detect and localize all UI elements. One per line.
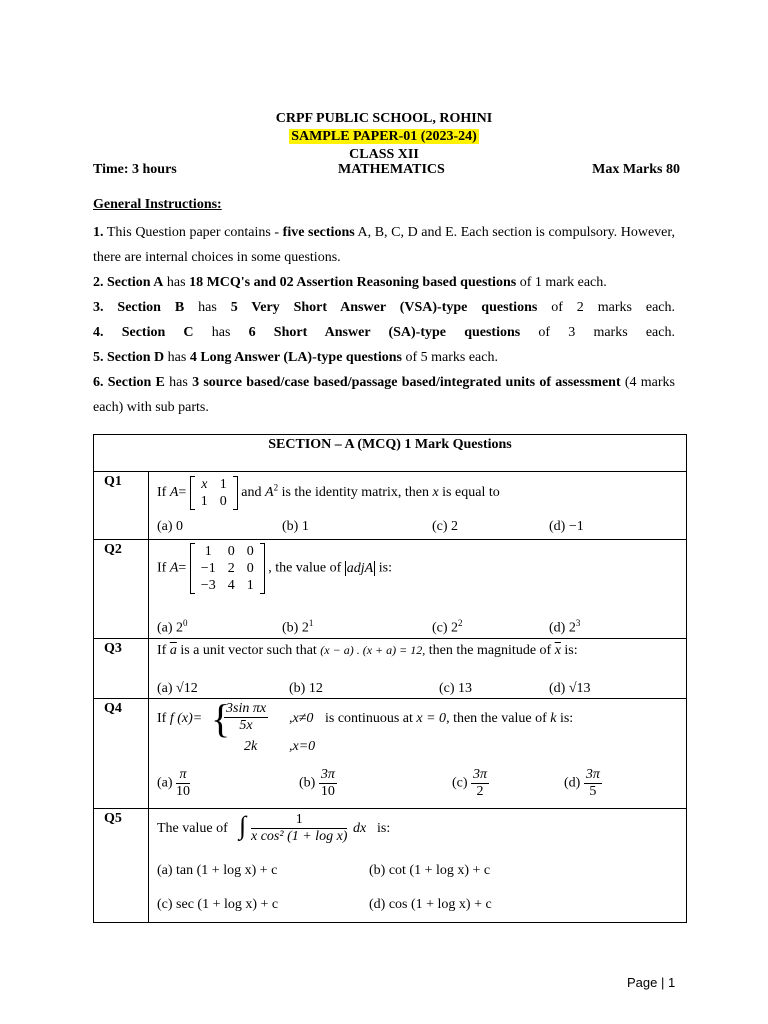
q4-option-a: (a) $\frac{\pi}{10}$ bbox=[157, 767, 191, 799]
q5-option-d: (d) cos (1 + log x) + c bbox=[369, 897, 492, 912]
q4-cell: If f (x)= { $\frac{\text{3sin πx}}{5x}$ ,x≠0 2k ,x=0 is continuous at x = 0, then the value of k is: (a) $\frac{\pi}{10}$ (b) $\frac{3\pi}{10}$ (c) $\frac{3\pi}{2}$ (d) $\frac{3\pi}{5}$ bbox=[149, 699, 687, 809]
q4-number: Q4 bbox=[94, 699, 149, 809]
q1-option-a: (a) 0 bbox=[157, 519, 184, 534]
instruction-2: 2. Section A has 18 MCQ's and 02 Assertion Reasoning based questions of 1 mark each. bbox=[93, 275, 607, 290]
q3-option-d: (d) √13 bbox=[549, 681, 591, 696]
paper-title: SAMPLE PAPER-01 (2023-24) bbox=[291, 129, 477, 144]
q1-matrix: x 1 1 0 bbox=[190, 476, 238, 510]
q5-fraction: $\frac{1}{\text{x cos² (1 + log x)}}$ bbox=[251, 812, 348, 844]
q4-option-b: (b) $\frac{3\pi}{10}$ bbox=[299, 767, 335, 799]
q5-option-b: (b) cot (1 + log x) + c bbox=[369, 863, 491, 878]
q2-option-c: (c) $2^2$ bbox=[432, 618, 463, 636]
instruction-4: 4. Section C has 6 Short Answer (SA)-type questions of 3 marks each. bbox=[93, 325, 675, 340]
q1-cell: If A= x 1 1 0 and $A^2$ is the identity matrix, then x is equal to (a) 0 (b) 1 (c) 2 (d) −1 bbox=[149, 472, 687, 540]
q4-option-c: (c) $\frac{3\pi}{2}$ bbox=[452, 767, 488, 799]
section-a-table bbox=[93, 434, 687, 923]
q1-option-d: (d) −1 bbox=[549, 519, 584, 534]
q3-option-a: (a) √12 bbox=[157, 681, 198, 696]
q5-option-c: (c) sec (1 + log x) + c bbox=[157, 897, 279, 912]
instruction-5: 5. Section D has 4 Long Answer (LA)-type questions of 5 marks each. bbox=[93, 350, 498, 365]
q5-cell: The value of ∫ $\frac{1}{\text{x cos² (1 + log x)}}$ dx is: (a) tan (1 + log x) + c (b) cot (1 + log x) + c (c) sec (1 + log x) + c (d) cos (1 + log x) + c bbox=[149, 809, 687, 923]
q2-option-b: (b) $2^1$ bbox=[282, 618, 314, 636]
time-label: Time: 3 hours bbox=[93, 162, 177, 177]
q4-brace: { bbox=[211, 696, 231, 741]
q3-cell: If $\overline{a}$ is a unit vector such that (x − a) . (x + a) = 12, then the magnitude of $\overline{x}$ is: (a) √12 (b) 12 (c) 13 (d) √13 bbox=[149, 639, 687, 699]
paper-header bbox=[0, 110, 768, 164]
q1-number: Q1 bbox=[94, 472, 149, 540]
q1-option-b: (b) 1 bbox=[282, 519, 309, 534]
instruction-6: 6. Section E has 3 source based/case based/passage based/integrated units of assessment (4 marks each) with sub parts. bbox=[93, 375, 675, 415]
q2-option-a: (a) $2^0$ bbox=[157, 618, 188, 636]
q4-fraction: $\frac{\text{3sin πx}}{5x}$ bbox=[226, 701, 267, 733]
page-number: Page | 1 bbox=[627, 975, 676, 990]
school-name: CRPF PUBLIC SCHOOL, ROHINI bbox=[275, 111, 493, 126]
section-a-title: SECTION – A (MCQ) 1 Mark Questions bbox=[94, 435, 687, 472]
instruction-3: 3. Section B has 5 Very Short Answer (VSA)-type questions of 2 marks each. bbox=[93, 300, 675, 315]
q2-cell: If A= 1 0 0 −1 2 0 −3 4 1 , the value of adjA is: (a) $2^0$ (b) $2^1$ (c) $2^2$ (d) $2^3$ bbox=[149, 540, 687, 639]
q3-option-c: (c) 13 bbox=[439, 681, 473, 696]
subject-label: MATHEMATICS bbox=[338, 162, 445, 177]
q4-option-d: (d) $\frac{3\pi}{5}$ bbox=[564, 767, 600, 799]
q5-option-a: (a) tan (1 + log x) + c bbox=[157, 863, 278, 878]
instructions-title: General Instructions: bbox=[93, 197, 222, 212]
class-label: CLASS XII bbox=[349, 147, 419, 162]
q2-matrix: 1 0 0 −1 2 0 −3 4 1 bbox=[190, 543, 265, 594]
q3-number: Q3 bbox=[94, 639, 149, 699]
q2-option-d: (d) $2^3$ bbox=[549, 618, 581, 636]
q5-number: Q5 bbox=[94, 809, 149, 923]
q3-option-b: (b) 12 bbox=[289, 681, 323, 696]
q2-number: Q2 bbox=[94, 540, 149, 639]
q1-option-c: (c) 2 bbox=[432, 519, 459, 534]
max-marks-label: Max Marks 80 bbox=[592, 162, 680, 177]
instruction-1: 1. This Question paper contains - five sections A, B, C, D and E. Each section is compulsory. However, there are internal choices in some questions. bbox=[93, 225, 675, 265]
